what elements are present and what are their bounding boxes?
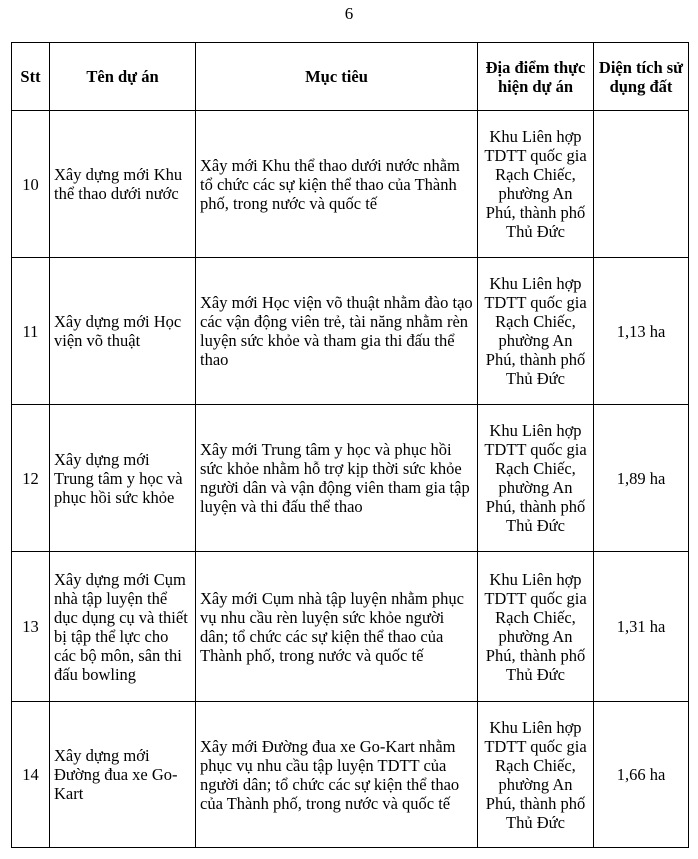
header-project-name: Tên dự án: [50, 43, 196, 111]
row-goal: Xây mới Đường đua xe Go-Kart nhằm phục vụ nhu cầu tập luyện TDTT của người dân; tổ chức các sự kiện thể thao của Thành phố, trong nước và quốc tế: [196, 702, 478, 848]
row-project-name: Xây dựng mới Khu thể thao dưới nước: [50, 111, 196, 258]
row-goal: Xây mới Cụm nhà tập luyện nhằm phục vụ nhu cầu rèn luyện sức khỏe người dân; tổ chức các sự kiện thể thao của Thành phố, trong nước và quốc tế: [196, 552, 478, 702]
row-stt: 11: [12, 258, 50, 405]
header-goal: Mục tiêu: [196, 43, 478, 111]
table-row: [12, 258, 689, 405]
row-land-area: 1,13 ha: [594, 258, 689, 405]
header-land-area: Diện tích sử dụng đất: [594, 43, 689, 111]
table-row: [12, 552, 689, 702]
header-stt: Stt: [12, 43, 50, 111]
row-location: Khu Liên hợp TDTT quốc gia Rạch Chiếc, phường An Phú, thành phố Thủ Đức: [478, 552, 594, 702]
row-stt: 13: [12, 552, 50, 702]
table-row: [12, 111, 689, 258]
row-goal: Xây mới Học viện võ thuật nhằm đào tạo các vận động viên trẻ, tài năng nhằm rèn luyện sức khỏe và tham gia thi đấu thể thao: [196, 258, 478, 405]
page-number: 6: [344, 4, 354, 23]
row-stt: 10: [12, 111, 50, 258]
row-project-name: Xây dựng mới Đường đua xe Go-Kart: [50, 702, 196, 848]
row-goal: Xây mới Khu thể thao dưới nước nhằm tổ chức các sự kiện thể thao của Thành phố, trong nước và quốc tế: [196, 111, 478, 258]
row-land-area: 1,89 ha: [594, 405, 689, 552]
row-location: Khu Liên hợp TDTT quốc gia Rạch Chiếc, phường An Phú, thành phố Thủ Đức: [478, 111, 594, 258]
header-location: Địa điểm thực hiện dự án: [478, 43, 594, 111]
row-stt: 14: [12, 702, 50, 848]
row-project-name: Xây dựng mới Trung tâm y học và phục hồi sức khỏe: [50, 405, 196, 552]
row-goal: Xây mới Trung tâm y học và phục hồi sức khỏe nhằm hỗ trợ kịp thời sức khỏe người dân và vận động viên tham gia tập luyện và thi đấu thể thao: [196, 405, 478, 552]
table-row: [12, 405, 689, 552]
row-stt: 12: [12, 405, 50, 552]
row-land-area: 1,31 ha: [594, 552, 689, 702]
row-project-name: Xây dựng mới Cụm nhà tập luyện thể dục dụng cụ và thiết bị tập thể lực cho các bộ môn, sân thi đấu bowling: [50, 552, 196, 702]
row-location: Khu Liên hợp TDTT quốc gia Rạch Chiếc, phường An Phú, thành phố Thủ Đức: [478, 258, 594, 405]
table-row: [12, 702, 689, 848]
table-header-row: [12, 43, 689, 111]
row-land-area: 1,66 ha: [594, 702, 689, 848]
row-land-area: [594, 111, 689, 258]
row-location: Khu Liên hợp TDTT quốc gia Rạch Chiếc, phường An Phú, thành phố Thủ Đức: [478, 405, 594, 552]
row-location: Khu Liên hợp TDTT quốc gia Rạch Chiếc, phường An Phú, thành phố Thủ Đức: [478, 702, 594, 848]
projects-table: [11, 42, 689, 848]
row-project-name: Xây dựng mới Học viện võ thuật: [50, 258, 196, 405]
